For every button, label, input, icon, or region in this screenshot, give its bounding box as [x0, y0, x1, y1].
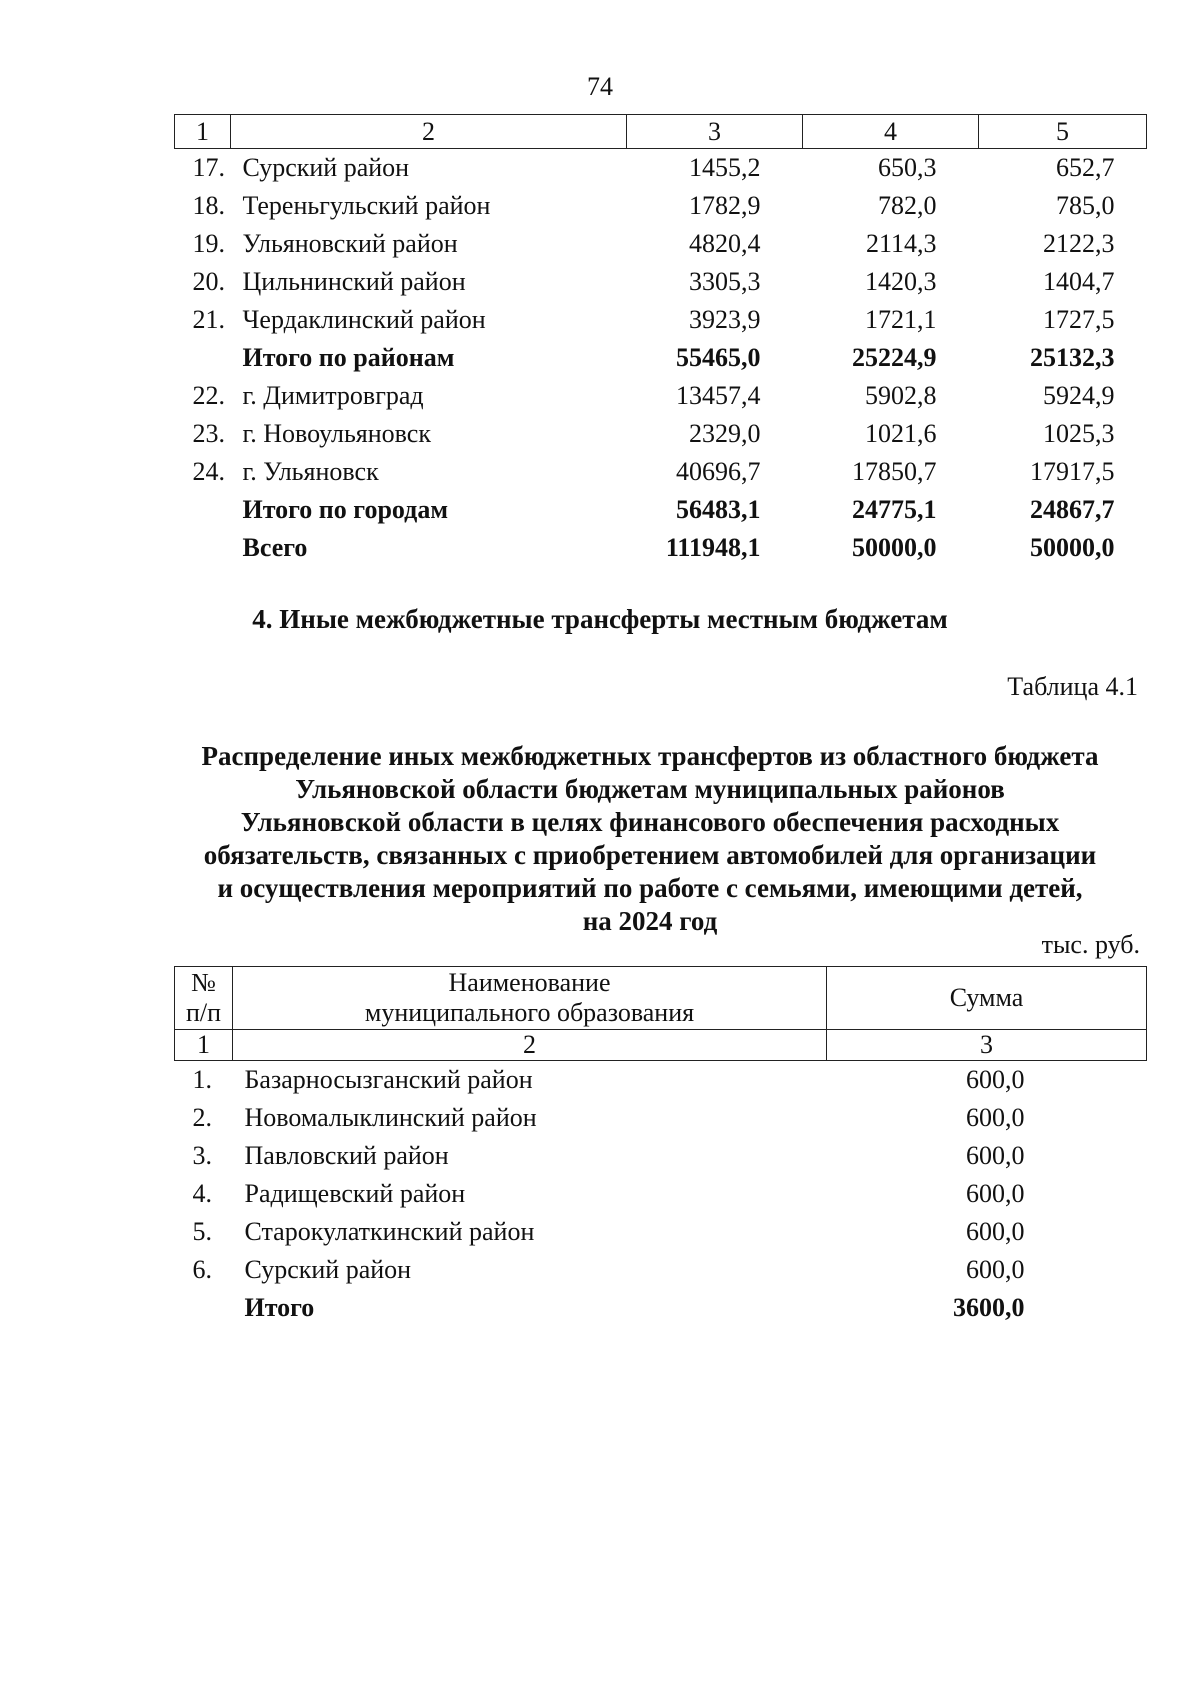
municipality-name: Чердаклинский район	[242, 305, 486, 334]
table1-row	[175, 301, 1147, 339]
sum-value: 600,0	[966, 1065, 1025, 1094]
municipality-name: Новомалыклинский район	[244, 1103, 537, 1132]
caption-line: и осуществления мероприятий по работе с семьями, имеющими детей,	[217, 873, 1083, 903]
value-col5: 652,7	[1056, 153, 1115, 182]
municipality-name: Радищевский район	[244, 1179, 466, 1208]
value-col5: 50000,0	[1030, 533, 1115, 562]
value-col5: 1727,5	[1043, 305, 1115, 334]
header-name-cell	[233, 967, 827, 1030]
municipality-name: Итого по городам	[242, 495, 449, 524]
caption-line: Ульяновской области в целях финансового обеспечения расходных	[240, 807, 1060, 837]
value-col3: 3305,3	[689, 267, 761, 296]
value-col3: 13457,4	[676, 381, 761, 410]
table-label: Таблица 4.1	[1007, 672, 1138, 701]
row-number	[175, 1289, 233, 1327]
transfers-table	[174, 966, 1147, 1327]
table1-header-cell: 4	[803, 115, 979, 149]
value-col4: 2114,3	[865, 229, 937, 258]
row-number: 5.	[192, 1217, 212, 1246]
caption-line: на 2024 год	[582, 906, 718, 936]
municipality-name: Всего	[242, 533, 308, 562]
header-num-line1: №	[191, 968, 216, 997]
municipality-name: Базарносызганский район	[244, 1065, 533, 1094]
value-col3: 3923,9	[689, 305, 761, 334]
table2-row	[175, 1251, 1147, 1289]
value-col4: 1021,6	[865, 419, 937, 448]
row-number: 24.	[192, 457, 225, 486]
municipality-name: Старокулаткинский район	[244, 1217, 535, 1246]
table1-row	[175, 491, 1147, 529]
municipality-name: г. Димитровград	[242, 381, 424, 410]
budget-table-continued	[174, 114, 1147, 567]
row-number: 20.	[192, 267, 225, 296]
municipality-name: Итого по районам	[242, 343, 455, 372]
header-num-cell	[175, 967, 233, 1030]
table2-row	[175, 1137, 1147, 1175]
row-number: 6.	[192, 1255, 212, 1284]
table2-row	[175, 1289, 1147, 1327]
value-col5: 25132,3	[1030, 343, 1115, 372]
row-number: 3.	[192, 1141, 212, 1170]
table1-header-cell: 2	[231, 115, 627, 149]
table1-header-cell: 1	[175, 115, 231, 149]
section-title: 4. Иные межбюджетные трансферты местным бюджетам	[252, 604, 948, 634]
row-number: 17.	[192, 153, 225, 182]
table1-row	[175, 263, 1147, 301]
value-col4: 50000,0	[852, 533, 937, 562]
header-sum-cell: Сумма	[827, 967, 1147, 1030]
caption-line: Распределение иных межбюджетных трансфертов из областного бюджета	[201, 741, 1099, 771]
table-caption	[150, 740, 1150, 938]
value-col5: 17917,5	[1030, 457, 1115, 486]
table2-header-row	[175, 967, 1147, 1030]
table2-row	[175, 1175, 1147, 1213]
value-col3: 4820,4	[689, 229, 761, 258]
table1-row	[175, 225, 1147, 263]
value-col5: 2122,3	[1043, 229, 1115, 258]
row-number: 18.	[192, 191, 225, 220]
header-name-line1: Наименование	[448, 968, 611, 997]
value-col3: 1782,9	[689, 191, 761, 220]
table1-row	[175, 377, 1147, 415]
row-number: 4.	[192, 1179, 212, 1208]
table1-row	[175, 453, 1147, 491]
table1-row	[175, 339, 1147, 377]
row-number	[175, 339, 231, 377]
table1-row	[175, 149, 1147, 188]
municipality-name: Итого	[244, 1293, 315, 1322]
value-col3: 56483,1	[676, 495, 761, 524]
municipality-name: Павловский район	[244, 1141, 449, 1170]
municipality-name: Сурский район	[244, 1255, 412, 1284]
row-number: 22.	[192, 381, 225, 410]
table2-row	[175, 1213, 1147, 1251]
sum-value: 600,0	[966, 1103, 1025, 1132]
row-number: 2.	[192, 1103, 212, 1132]
table1-row	[175, 415, 1147, 453]
value-col3: 1455,2	[689, 153, 761, 182]
table1-header-row	[175, 115, 1147, 149]
row-number: 23.	[192, 419, 225, 448]
value-col4: 650,3	[878, 153, 937, 182]
caption-line: обязательств, связанных с приобретением автомобилей для организации	[203, 840, 1097, 870]
header-num-line2: п/п	[185, 998, 222, 1027]
value-col3: 2329,0	[689, 419, 761, 448]
value-col5: 1025,3	[1043, 419, 1115, 448]
table2-row	[175, 1061, 1147, 1100]
value-col3: 111948,1	[665, 533, 761, 562]
table2-colnum-row	[175, 1030, 1147, 1061]
municipality-name: г. Ульяновск	[242, 457, 379, 486]
municipality-name: Тереньгульский район	[242, 191, 491, 220]
value-col4: 1721,1	[865, 305, 937, 334]
row-number: 21.	[192, 305, 225, 334]
caption-line: Ульяновской области бюджетам муниципальных районов	[295, 774, 1005, 804]
header-name-line2: муниципального образования	[364, 998, 695, 1027]
value-col3: 40696,7	[676, 457, 761, 486]
sum-value: 600,0	[966, 1217, 1025, 1246]
value-col5: 24867,7	[1030, 495, 1115, 524]
municipality-name: Цильнинский район	[242, 267, 466, 296]
row-number: 19.	[192, 229, 225, 258]
value-col4: 782,0	[878, 191, 937, 220]
table1-header-cell: 5	[979, 115, 1147, 149]
value-col4: 5902,8	[865, 381, 937, 410]
table2-colnum-cell: 2	[233, 1030, 827, 1061]
sum-value: 3600,0	[953, 1293, 1025, 1322]
value-col4: 1420,3	[865, 267, 937, 296]
units-label: тыс. руб.	[1041, 930, 1140, 959]
sum-value: 600,0	[966, 1179, 1025, 1208]
municipality-name: г. Новоульяновск	[242, 419, 431, 448]
table2-colnum-cell: 1	[175, 1030, 233, 1061]
table1-row	[175, 187, 1147, 225]
value-col4: 25224,9	[852, 343, 937, 372]
table2-row	[175, 1099, 1147, 1137]
table1-header-cell: 3	[627, 115, 803, 149]
sum-value: 600,0	[966, 1255, 1025, 1284]
row-number	[175, 491, 231, 529]
value-col5: 5924,9	[1043, 381, 1115, 410]
value-col5: 785,0	[1056, 191, 1115, 220]
value-col4: 17850,7	[852, 457, 937, 486]
row-number	[175, 529, 231, 567]
table2-colnum-cell: 3	[827, 1030, 1147, 1061]
value-col4: 24775,1	[852, 495, 937, 524]
municipality-name: Сурский район	[242, 153, 410, 182]
value-col3: 55465,0	[676, 343, 761, 372]
page-number: 74	[587, 72, 613, 101]
municipality-name: Ульяновский район	[242, 229, 458, 258]
value-col5: 1404,7	[1043, 267, 1115, 296]
sum-value: 600,0	[966, 1141, 1025, 1170]
row-number: 1.	[192, 1065, 212, 1094]
table1-row	[175, 529, 1147, 567]
